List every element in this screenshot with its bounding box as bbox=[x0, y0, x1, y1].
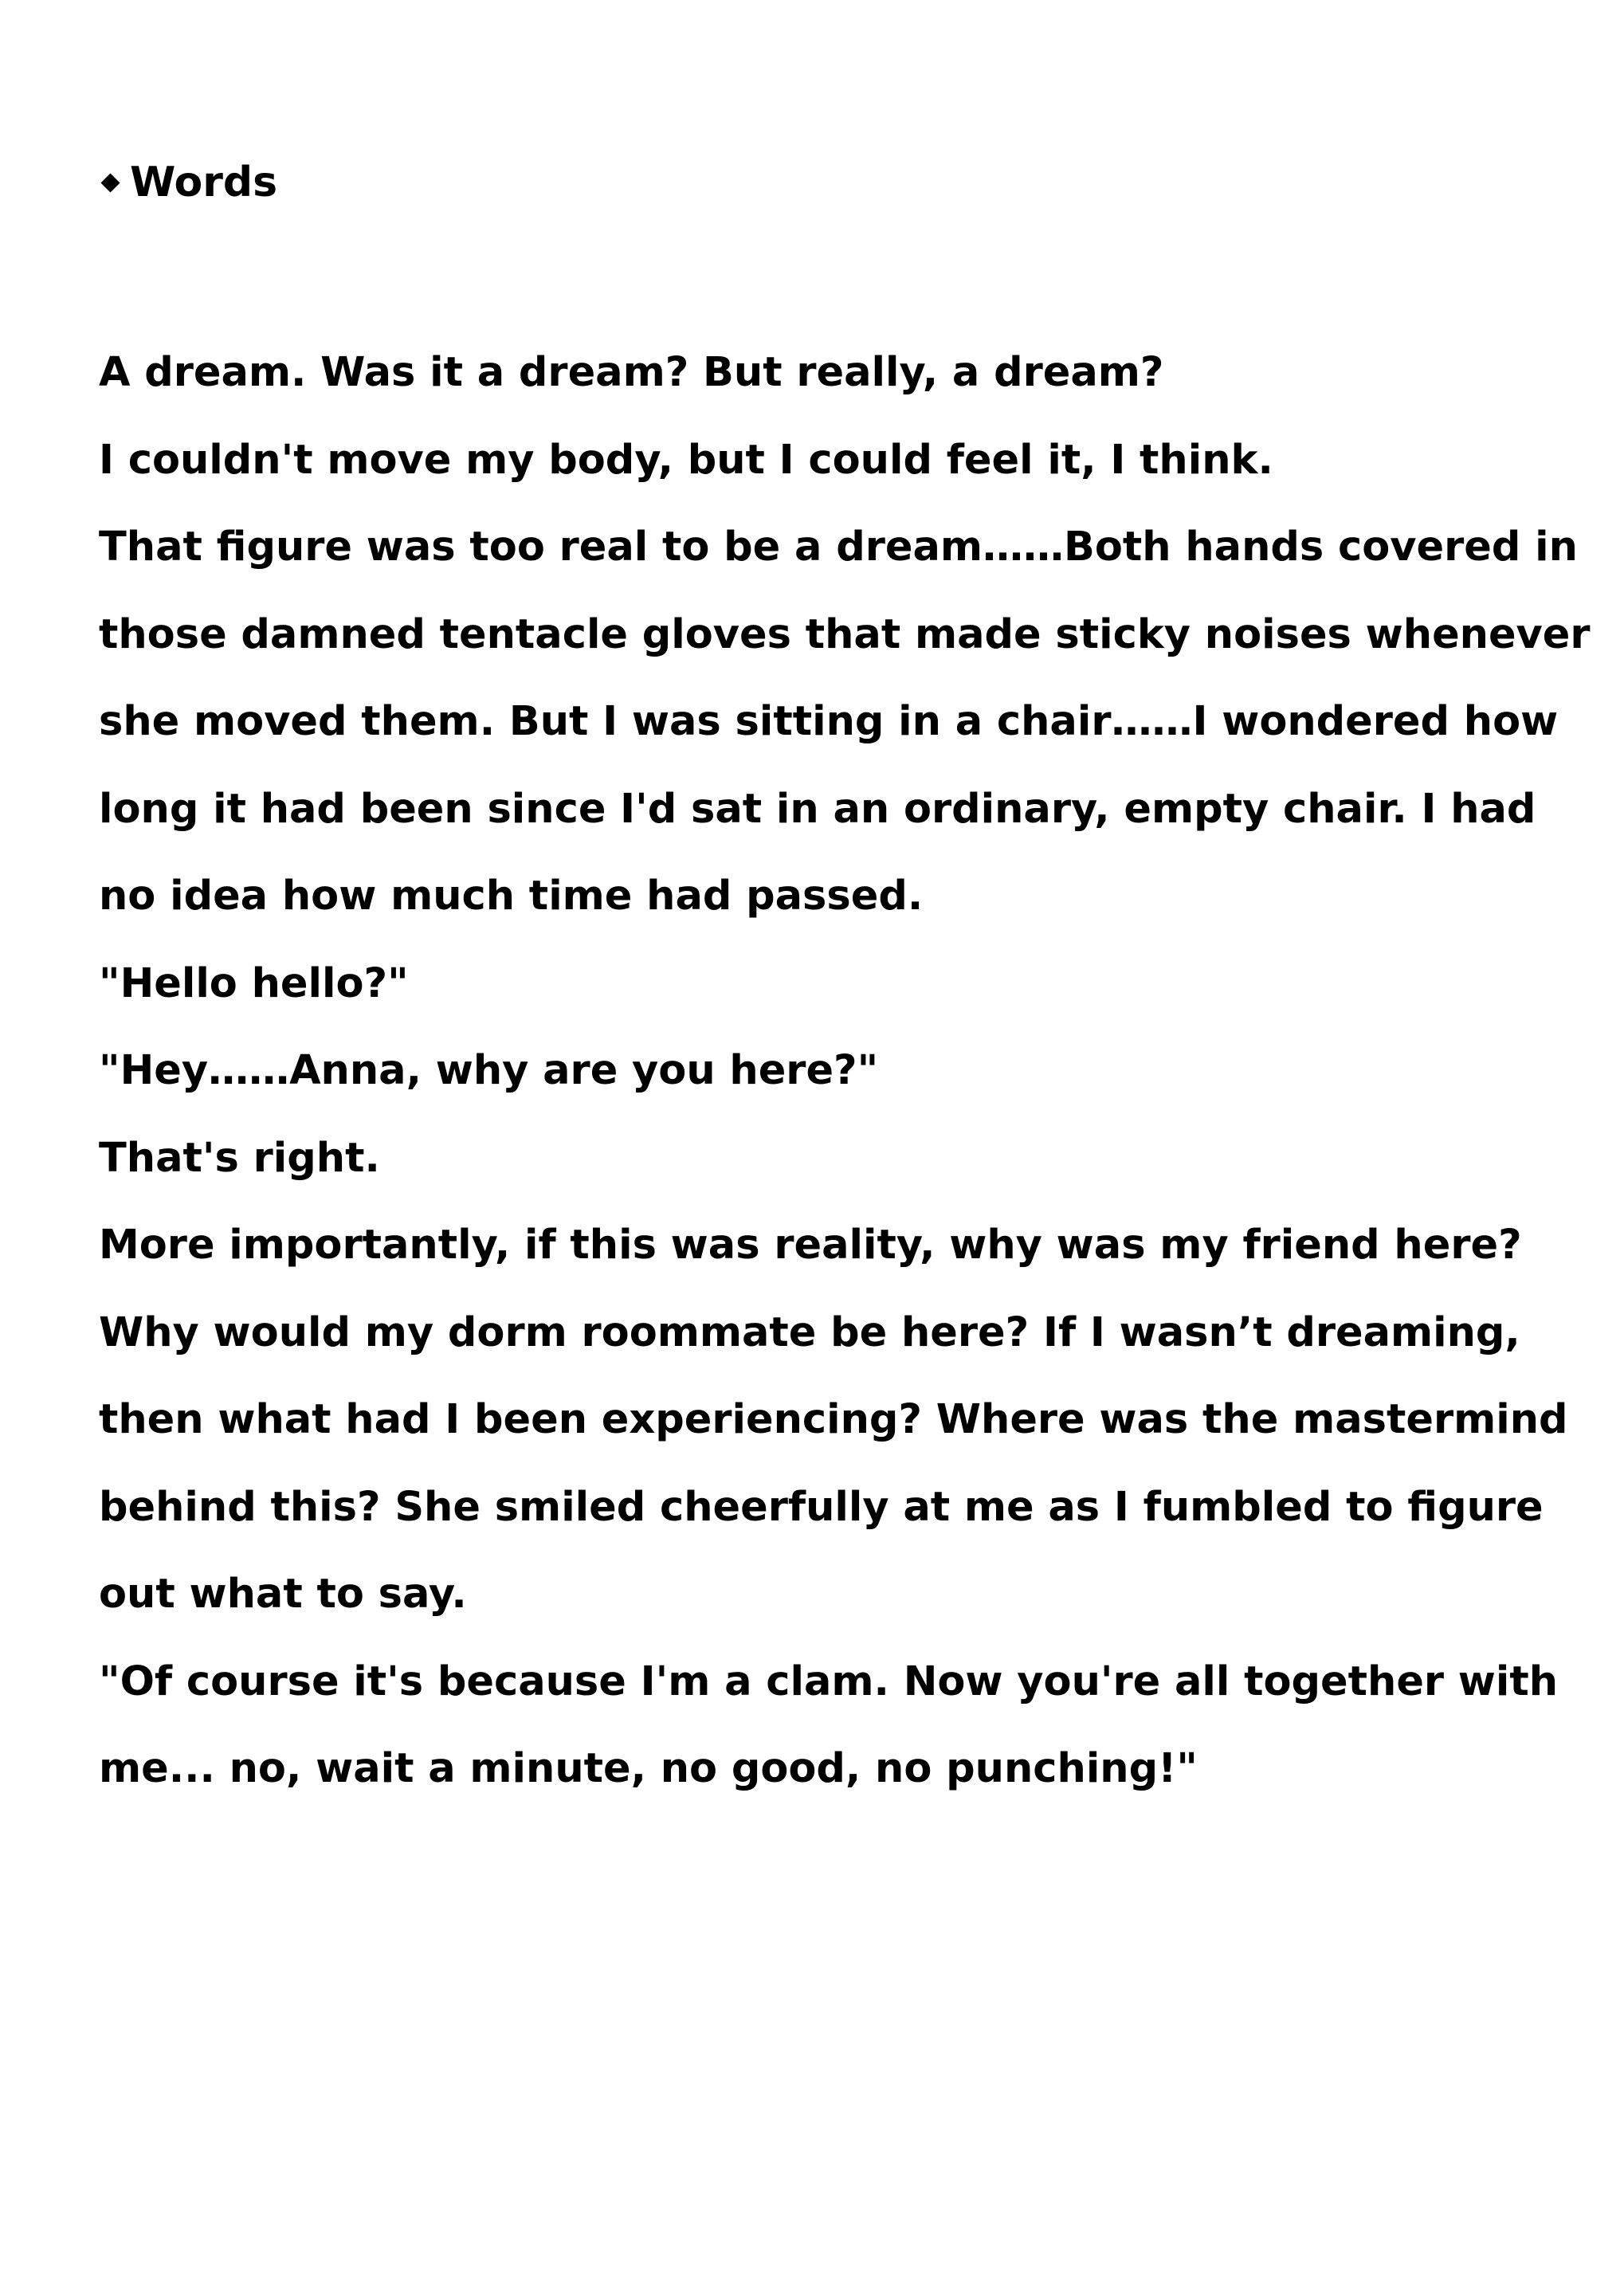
paragraph: "Of course it's because I'm a clam. Now you're all together with me... no, wait a minute, no good, no punching!" bbox=[99, 1658, 1559, 1792]
diamond-bullet-icon bbox=[100, 173, 120, 192]
paragraph: A dream. Was it a dream? But really, a dream? bbox=[99, 349, 1164, 396]
paragraph: That figure was too real to be a dream……Both hands covered in those damned tentacle gloves that made sticky noises whenever she moved them. But I was sitting in a chair……I wondered how long it had been since I'd sat in an ordinary, empty chair. I had no idea how much time had passed. bbox=[99, 524, 1591, 920]
paragraph: I couldn't move my body, but I could feel it, I think. bbox=[99, 436, 1273, 484]
paragraph: Why would my dorm roommate be here? If I wasn’t dreaming, then what had I been experiencing? Where was the mastermind behind this? She smiled cheerfully at me as I fumbled to figure out what to say. bbox=[99, 1308, 1568, 1618]
paragraph: "Hey……Anna, why are you here?" bbox=[99, 1047, 879, 1094]
paragraph: That's right. bbox=[99, 1134, 380, 1182]
paragraph: "Hello hello?" bbox=[99, 959, 409, 1007]
section-heading bbox=[99, 155, 277, 210]
section-title: Words bbox=[130, 159, 278, 206]
paragraph: More importantly, if this was reality, why was my friend here? bbox=[99, 1222, 1522, 1269]
story-text bbox=[99, 329, 1605, 1813]
